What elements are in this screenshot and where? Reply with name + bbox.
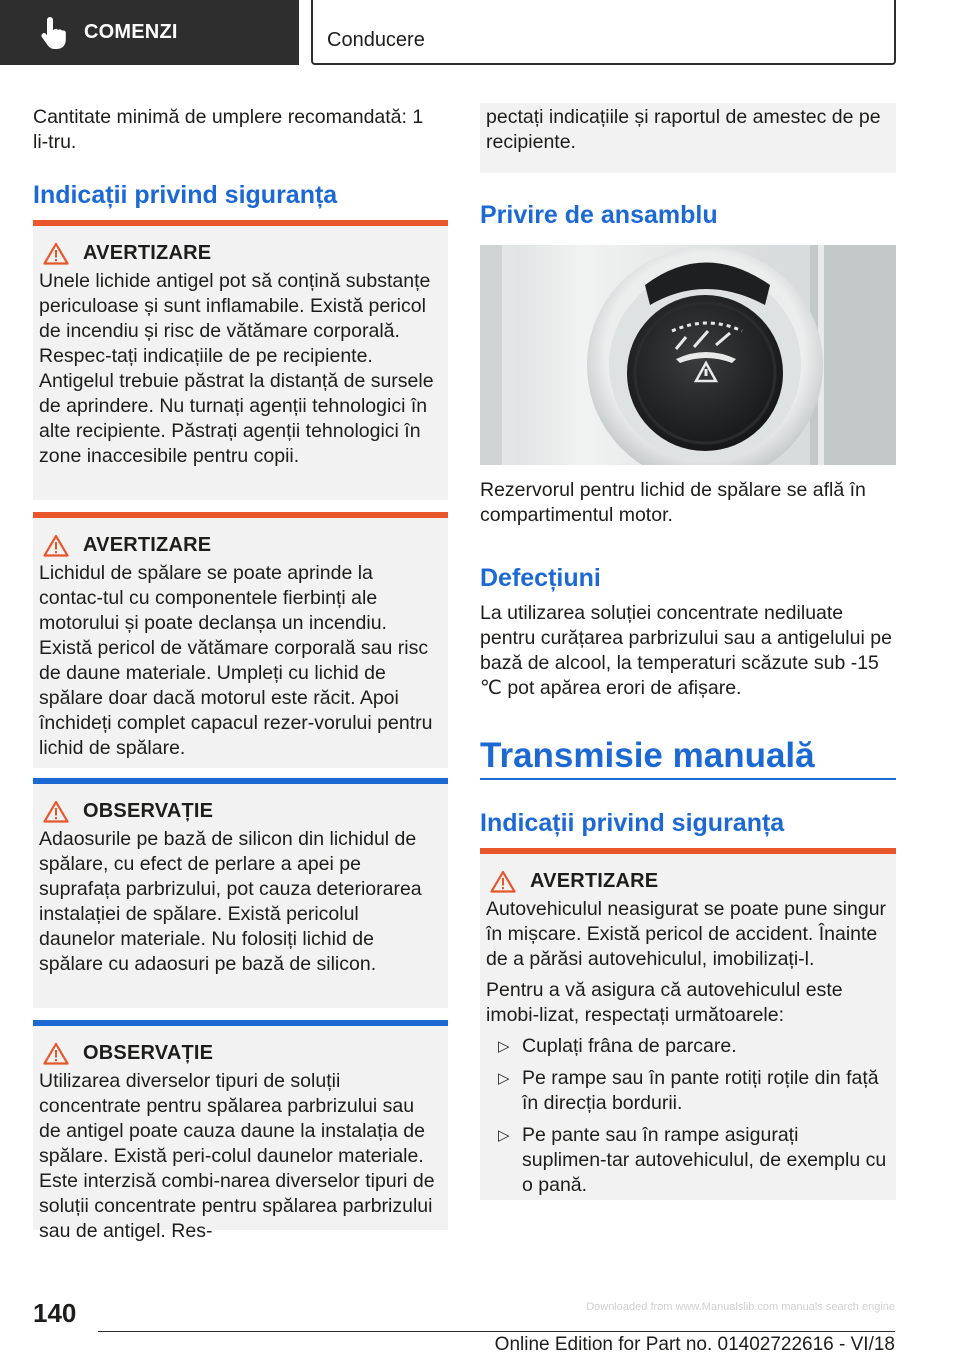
safety-heading: Indicații privind siguranța: [33, 181, 338, 209]
manual-safety-heading: Indicații privind siguranța: [480, 809, 785, 837]
list-item: ▷ Pe rampe sau în pante rotiți roțile din față în direcția bordurii.: [498, 1067, 879, 1114]
parking-steps-list: [486, 1034, 888, 1198]
hand-pointer-icon: [38, 16, 68, 50]
warning-text: Autovehiculul neasigurat se poate pune singur în mișcare. Există pericol de accident. Înainte de a părăsi autovehiculul, imobilizați-l.: [486, 898, 887, 970]
chapter-tab-label: COMENZI: [84, 21, 178, 43]
overview-heading: Privire de ansamblu: [480, 201, 718, 229]
warning-text: Unele lichide antigel pot să conțină substanțe periculoase și sunt inflamabile. Există pericol de incendiu și risc de vătămare corporală. Respec‐tați indicațiile de pe recipiente. Antigelul trebuie păstrat la distanță de sursele de aprindere. Nu turnați agenții tehnologici în alte recipiente. Păstrați agenții tehnologici în zone inaccesibile pentru copii.: [39, 270, 434, 467]
intro-paragraph: Cantitate minimă de umplere recomandată: 1 li‐tru.: [33, 106, 424, 153]
list-item: ▷ Cuplați frâna de parcare.: [498, 1035, 737, 1057]
warning-box-antifreeze: [33, 220, 448, 500]
faults-text: La utilizarea soluției concentrate nediluate pentru curățarea parbrizului sau a antigelului pe bază de alcool, la temperaturi scăzute sub -15 ℃ pot apărea erori de afișare.: [480, 602, 892, 699]
triangle-bullet-icon: ▷: [498, 1127, 510, 1144]
note-box-continued: [480, 103, 896, 173]
note-label: OBSERVAȚIE: [83, 1041, 214, 1064]
note-text: Utilizarea diverselor tipuri de soluții concentrate pentru spălarea parbrizului sau de antigel poate cauza daune la instalația de spălare. Există peri‐colul daunelor materiale. Este interzisă combi‐narea diverselor tipuri de soluții concentrate pentru spălarea parbrizului sau de antigel. Res‐: [39, 1070, 435, 1242]
edition-text: Online Edition for Part no. 01402722616 - VI/18: [494, 1334, 895, 1355]
note-label: OBSERVAȚIE: [83, 799, 214, 822]
warning-text-2: Pentru a vă asigura că autovehiculul este imobi‐lizat, respectați următoarele:: [486, 979, 843, 1026]
washer-reservoir-photo: [480, 245, 896, 465]
warning-box-parking: [480, 848, 896, 1200]
watermark-text: Downloaded from www.Manualslib.com manuals search engine: [586, 1301, 895, 1313]
warning-triangle-icon: [43, 1042, 69, 1065]
chapter-frame: [311, 0, 896, 65]
warning-label: AVERTIZARE: [83, 241, 212, 264]
chapter-tab: [0, 0, 299, 65]
heading-rule: [480, 778, 896, 780]
warning-triangle-icon: [43, 800, 69, 823]
chapter-title: Conducere: [327, 29, 425, 51]
note-box-silicone: [33, 778, 448, 1008]
footer-watermark: [98, 1300, 895, 1314]
page-number: 140: [33, 1298, 77, 1328]
note-text-continued: pectați indicațiile și raportul de amestec de pe recipiente.: [486, 106, 881, 153]
faults-heading: Defecțiuni: [480, 564, 601, 592]
triangle-bullet-icon: ▷: [498, 1038, 510, 1055]
warning-triangle-icon: [490, 870, 516, 893]
note-text: Adaosurile pe bază de silicon din lichidul de spălare, cu efect de perlare a apei pe suprafața parbrizului, pot cauza deteriorarea instalației de spălare. Există pericolul daunelor materiale. Nu folosiți lichid de spălare cu adaosuri pe bază de silicon.: [39, 828, 422, 975]
warning-label: AVERTIZARE: [83, 533, 212, 556]
triangle-bullet-icon: ▷: [498, 1070, 510, 1087]
footer-edition: [98, 1332, 895, 1358]
note-box-mixing: [33, 1020, 448, 1242]
warning-triangle-icon: [43, 242, 69, 265]
warning-label: AVERTIZARE: [530, 869, 659, 892]
overview-caption: Rezervorul pentru lichid de spălare se află în compartimentul motor.: [480, 479, 866, 526]
warning-triangle-icon: [43, 534, 69, 557]
warning-text: Lichidul de spălare se poate aprinde la contac‐tul cu componentele fierbinți ale motorului și poate declanșa un incendiu. Există pericol de vătămare corporală sau risc de daune materiale. Umpleți cu lichid de spălare doar dacă motorul este răcit. Apoi închideți complet capacul rezer‐vorului pentru lichid de spălare.: [39, 562, 433, 759]
warning-box-washer-fluid: [33, 512, 448, 768]
list-item: ▷ Pe pante sau în rampe asigurați suplimen‐tar autovehiculul, de exemplu cu o pană.: [498, 1124, 887, 1196]
manual-transmission-heading: Transmisie manuală: [480, 736, 815, 775]
